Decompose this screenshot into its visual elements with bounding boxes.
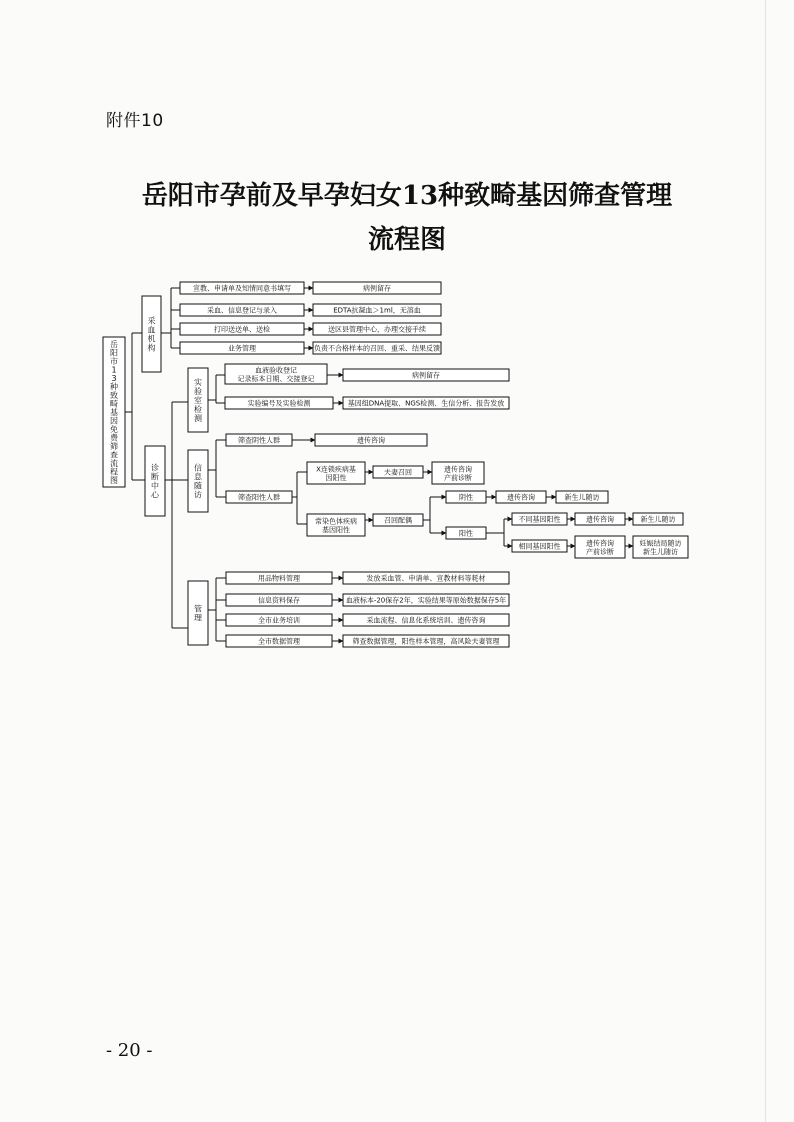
same-gene-follow-label: 妊娠结局随访新生儿随访 (639, 539, 682, 556)
management-task-0-label: 用品物料管理 (258, 574, 300, 583)
collection-result-3 (313, 342, 441, 354)
collection-result-0-label: 病例留存 (363, 284, 391, 293)
collection-result-2-label: 送区县管理中心，办理交接手续 (328, 325, 426, 334)
autosomal-box (307, 514, 365, 536)
management-node (188, 581, 208, 645)
management-task-2 (226, 614, 332, 626)
management-result-1 (343, 594, 509, 606)
collection-result-0 (313, 282, 441, 294)
management-task-1 (226, 594, 332, 606)
different-gene-follow-label: 新生儿随访 (640, 515, 676, 524)
screen-negative-box (226, 434, 292, 446)
xlinked-box-label: X连锁疾病基因阳性 (316, 465, 356, 482)
spouse-negative-counsel (496, 491, 546, 503)
title-line-2: 流程图 (367, 225, 446, 255)
management-result-3 (343, 635, 509, 647)
collection-task-2 (180, 323, 304, 335)
xlinked-recall-label: 夫妻召回 (384, 468, 412, 477)
management-result-2-label: 采血流程、信息化系统培训、遗传咨询 (366, 616, 486, 625)
collection-task-3-label: 业务管理 (228, 344, 256, 353)
same-gene-follow (633, 536, 688, 558)
lab-sample-result (343, 369, 509, 381)
collection-task-1-label: 采血、信息登记与录入 (207, 306, 277, 315)
different-gene-box-label: 不同基因阳性 (518, 515, 561, 524)
attachment-label: 附件10 (106, 111, 164, 131)
followup-node-label: 信息随访 (194, 463, 202, 500)
management-task-2-label: 全市业务培训 (258, 616, 300, 625)
spouse-positive-box (446, 527, 486, 539)
collection-result-1 (313, 304, 441, 316)
collection-node-label: 采血机构 (147, 316, 156, 353)
management-task-1-label: 信息资料保存 (258, 596, 300, 605)
lab-node (188, 368, 208, 432)
followup-node (188, 450, 208, 512)
spouse-positive-box-label: 阳性 (459, 529, 473, 538)
management-task-0 (226, 572, 332, 584)
same-gene-box (512, 540, 567, 552)
lab-sample-result-label: 病例留存 (412, 371, 440, 380)
management-result-3-label: 筛查数据管理，阳性样本管理，高风险夫妻管理 (352, 637, 500, 646)
collection-node (142, 296, 161, 372)
collection-task-2-label: 打印送送单、送检 (214, 325, 270, 334)
spouse-negative-box (446, 491, 486, 503)
title-line-1: 岳阳市孕前及早孕妇女13种致畸基因筛查管理 (141, 181, 673, 211)
xlinked-result-label: 遗传咨询产前诊断 (444, 465, 472, 482)
screen-positive-box-label: 筛查阳性人群 (238, 493, 280, 502)
same-gene-counsel-label: 遗传咨询产前诊断 (586, 539, 614, 556)
lab-sample-box (225, 364, 327, 384)
root-node-label: 岳阳市 1 3 种致畸基因免费筛查流程图 (110, 340, 118, 485)
xlinked-recall (373, 466, 423, 478)
management-result-1-label: 血液标本-20保存2年，实验结果等原始数据保存5年 (345, 596, 507, 605)
screen-negative-result-label: 遗传咨询 (357, 436, 385, 445)
xlinked-box (307, 462, 365, 484)
management-result-2 (343, 614, 509, 626)
management-node-label: 管理 (194, 604, 202, 623)
different-gene-box (512, 513, 567, 525)
page-number: - 20 - (106, 1040, 153, 1061)
screen-positive-box (226, 491, 292, 503)
diagnosis-node-label: 诊断中心 (151, 463, 159, 500)
collection-task-3 (180, 342, 304, 354)
lab-test-box-label: 实验编号及实验检测 (247, 399, 311, 408)
different-gene-counsel (575, 513, 625, 525)
spouse-negative-follow (556, 491, 608, 503)
root-node (103, 337, 125, 487)
autosomal-recall-label: 召回配偶 (384, 516, 412, 525)
management-task-3-label: 全市数据管理 (258, 637, 300, 646)
different-gene-counsel-label: 遗传咨询 (586, 515, 614, 524)
spouse-negative-follow-label: 新生儿随访 (564, 493, 600, 502)
lab-test-result (343, 397, 509, 409)
lab-sample-box-label: 血液验收登记记录标本日期、交接登记 (237, 366, 315, 383)
spouse-negative-counsel-label: 遗传咨询 (507, 493, 535, 502)
screen-negative-result (315, 434, 427, 446)
lab-node-label: 实验室检测 (194, 378, 202, 423)
collection-result-3-label: 负责不合格样本的召回、重采、结果反馈 (314, 344, 440, 353)
management-result-0-label: 发放采血管、申请单、宣教材料等耗材 (366, 574, 486, 583)
diagnosis-node (145, 446, 165, 516)
same-gene-box-label: 相同基因阳性 (518, 542, 561, 551)
xlinked-result (432, 462, 484, 484)
flowchart-nodes (103, 282, 688, 647)
autosomal-recall (373, 514, 423, 526)
collection-result-1-label: EDTA抗凝血＞1ml，无溶血 (333, 306, 421, 315)
lab-test-result-label: 基因组DNA提取、NGS检测、生信分析、报告发放 (347, 399, 505, 408)
spouse-negative-box-label: 阴性 (459, 493, 473, 502)
collection-task-1 (180, 304, 304, 316)
screen-negative-box-label: 筛查阴性人群 (238, 436, 280, 445)
lab-test-box (225, 397, 333, 409)
same-gene-counsel (575, 536, 625, 558)
collection-result-2 (313, 323, 441, 335)
management-task-3 (226, 635, 332, 647)
management-result-0 (343, 572, 509, 584)
different-gene-follow (633, 513, 683, 525)
collection-task-0-label: 宣教、申请单及知情同意书填写 (193, 284, 291, 293)
autosomal-box-label: 常染色体疾病基因阳性 (315, 517, 357, 534)
collection-task-0 (180, 282, 304, 294)
